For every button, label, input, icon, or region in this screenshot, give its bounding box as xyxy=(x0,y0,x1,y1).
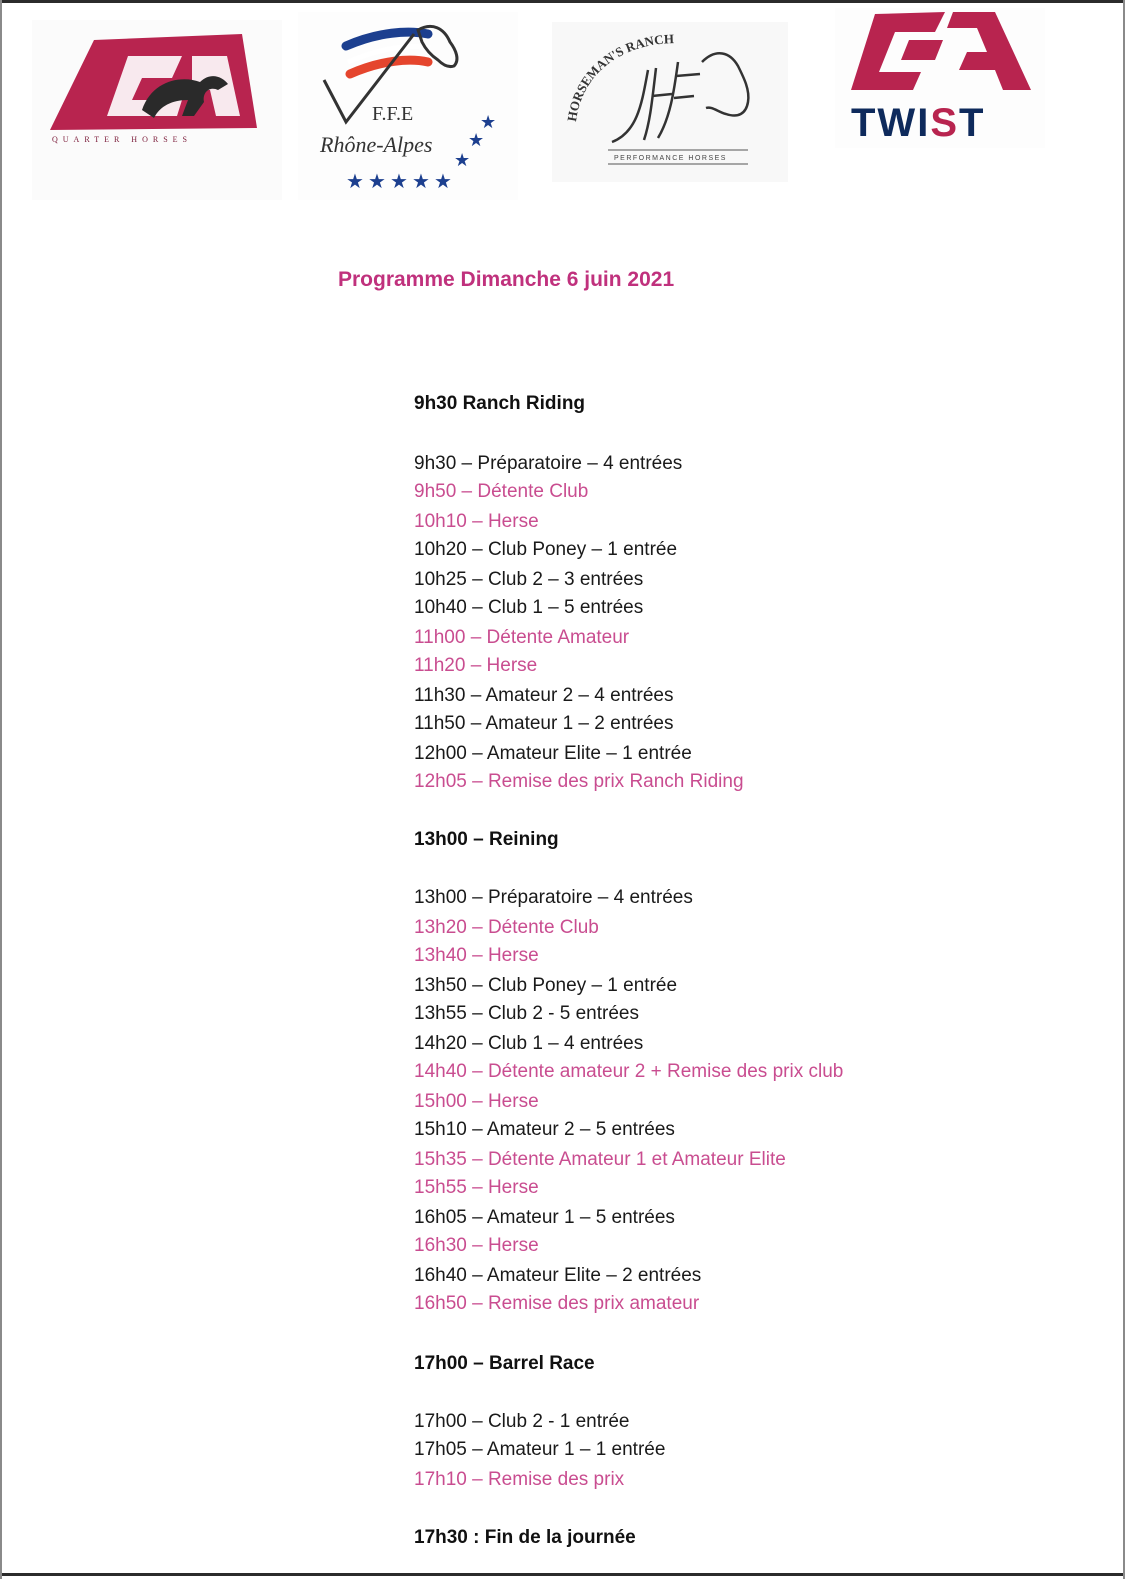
page-border-bottom xyxy=(0,1573,1125,1576)
program-item: 17h10 – Remise des prix xyxy=(414,1469,625,1490)
ranch-tagline: PERFORMANCE HORSES xyxy=(614,155,727,162)
svg-text:★: ★ xyxy=(468,130,485,150)
program-item: 10h25 – Club 2 – 3 entrées xyxy=(414,569,644,590)
ffe-region: Rhône-Alpes xyxy=(320,132,433,157)
svg-text:★: ★ xyxy=(434,171,452,193)
ffe-logo-graphic xyxy=(298,12,518,200)
program-item: 17h00 – Club 2 - 1 entrée xyxy=(414,1411,630,1432)
page-title: Programme Dimanche 6 juin 2021 xyxy=(338,268,675,291)
cja-logo-graphic xyxy=(32,20,282,200)
page-border-top xyxy=(0,0,1125,3)
svg-text:★: ★ xyxy=(454,150,471,170)
ranch-name: HORSEMAN'S RANCH xyxy=(564,31,675,123)
cja-quarter-horses-logo xyxy=(32,20,282,200)
program-item: 11h30 – Amateur 2 – 4 entrées xyxy=(414,685,674,706)
program-item: 10h40 – Club 1 – 5 entrées xyxy=(414,597,644,618)
program-section-heading: 17h30 : Fin de la journée xyxy=(414,1527,636,1548)
program-item: 17h05 – Amateur 1 – 1 entrée xyxy=(414,1439,666,1460)
program-item: 14h40 – Détente amateur 2 + Remise des prix club xyxy=(414,1061,844,1082)
ffe-name: F.F.E xyxy=(372,103,414,125)
program-item: 13h55 – Club 2 - 5 entrées xyxy=(414,1003,639,1024)
svg-text:★: ★ xyxy=(390,171,408,193)
svg-text:★: ★ xyxy=(346,171,364,193)
cja-twist-logo xyxy=(835,8,1045,148)
program-item: 11h20 – Herse xyxy=(414,655,538,676)
ffe-rhone-alpes-logo xyxy=(298,12,518,200)
program-item: 9h50 – Détente Club xyxy=(414,481,589,502)
program-item: 15h00 – Herse xyxy=(414,1091,539,1112)
cja-tagline: QUARTER HORSES xyxy=(52,135,192,144)
program-item: 12h00 – Amateur Elite – 1 entrée xyxy=(414,743,692,764)
program-section-heading: 17h00 – Barrel Race xyxy=(414,1353,595,1374)
program-item: 16h50 – Remise des prix amateur xyxy=(414,1293,700,1314)
page-border-left xyxy=(0,0,2,1579)
program-item: 15h35 – Détente Amateur 1 et Amateur Elite xyxy=(414,1149,786,1170)
program-item: 14h20 – Club 1 – 4 entrées xyxy=(414,1033,644,1054)
ranch-logo-graphic xyxy=(552,22,788,182)
program-item: 16h30 – Herse xyxy=(414,1235,539,1256)
svg-text:★: ★ xyxy=(412,171,430,193)
program-item: 13h40 – Herse xyxy=(414,945,539,966)
program-item: 13h00 – Préparatoire – 4 entrées xyxy=(414,887,693,908)
program-item: 16h05 – Amateur 1 – 5 entrées xyxy=(414,1207,675,1228)
program-item: 11h00 – Détente Amateur xyxy=(414,627,630,648)
program-item: 15h10 – Amateur 2 – 5 entrées xyxy=(414,1119,675,1140)
program-item: 10h10 – Herse xyxy=(414,511,539,532)
program-item: 13h20 – Détente Club xyxy=(414,917,599,938)
program-section-heading: 9h30 Ranch Riding xyxy=(414,393,586,414)
program-item: 16h40 – Amateur Elite – 2 entrées xyxy=(414,1265,702,1286)
program-item: 10h20 – Club Poney – 1 entrée xyxy=(414,539,678,560)
program-item: 9h30 – Préparatoire – 4 entrées xyxy=(414,453,683,474)
twist-name: TWIST xyxy=(851,101,986,145)
twist-logo-graphic xyxy=(835,8,1045,148)
svg-text:★: ★ xyxy=(368,171,386,193)
program-item: 15h55 – Herse xyxy=(414,1177,539,1198)
svg-text:★: ★ xyxy=(480,112,497,132)
program-item: 12h05 – Remise des prix Ranch Riding xyxy=(414,771,744,792)
program-section-heading: 13h00 – Reining xyxy=(414,829,559,850)
program-item: 13h50 – Club Poney – 1 entrée xyxy=(414,975,678,996)
horsemans-ranch-logo xyxy=(552,22,788,182)
program-item: 11h50 – Amateur 1 – 2 entrées xyxy=(414,713,674,734)
